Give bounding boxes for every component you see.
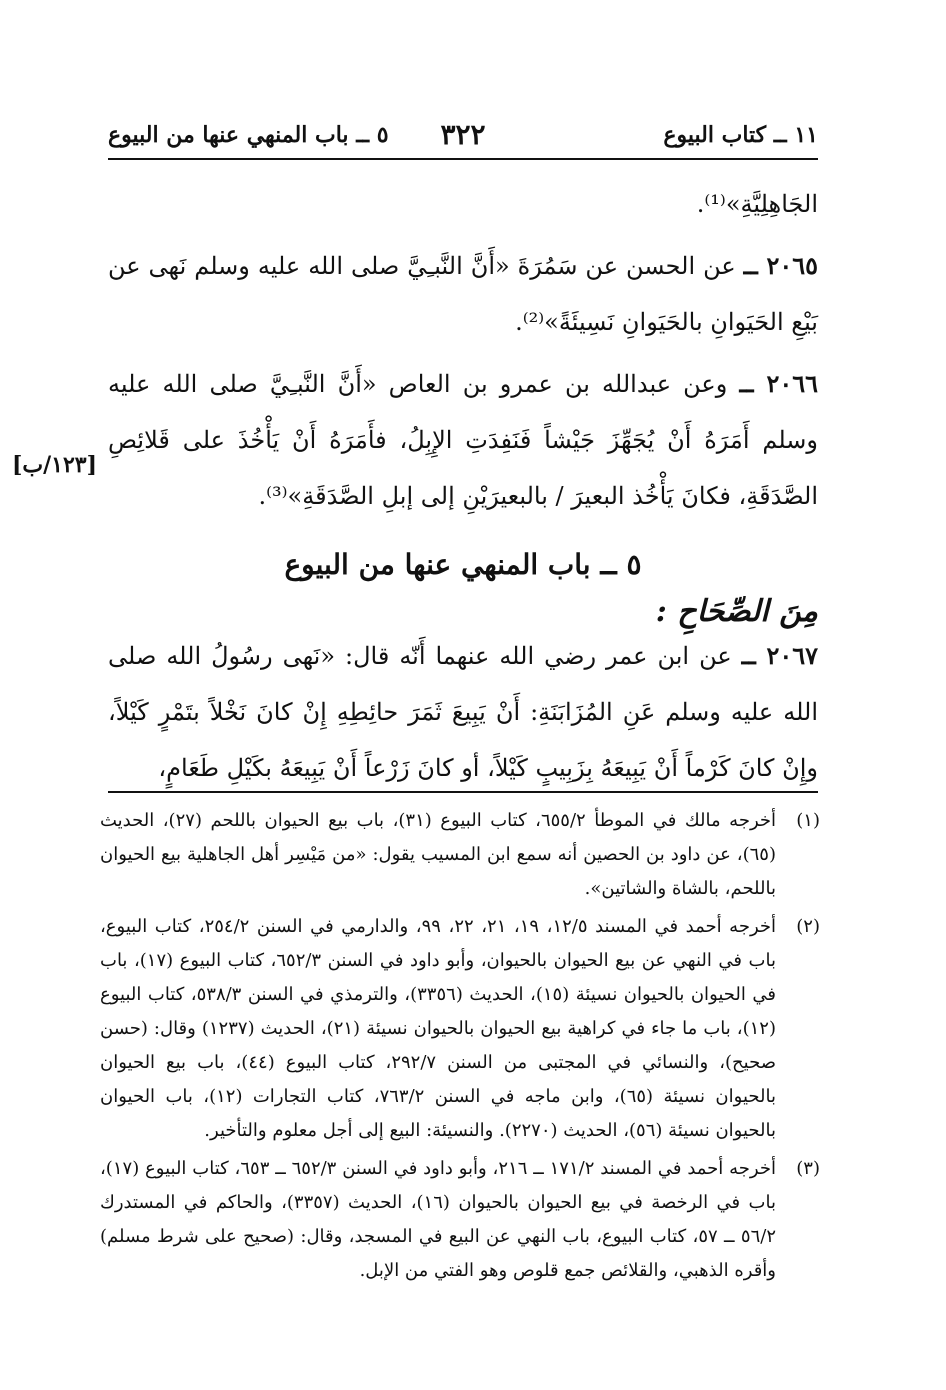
- main-text-block-1: [108, 176, 818, 524]
- manuscript-folio-ref: [١٢٣/ب]: [12, 452, 98, 478]
- footnote: [100, 910, 820, 1148]
- section-title: ٥ ــ باب المنهي عنها من البيوع: [284, 548, 642, 581]
- footnote-number: (٣): [796, 1158, 820, 1179]
- page-number: ٣٢٢: [440, 118, 486, 151]
- header-book-title: ١١ ــ كتاب البيوع: [663, 122, 818, 148]
- paragraph-continuation: الجَاهِلِيَّةِ»⁽¹⁾.: [696, 190, 818, 218]
- hadith-text: عن الحسن عن سَمُرَةَ «أَنَّ النَّبـِيَّ صلى الله عليه وسلم نَهى عن بَيْعِ الحَيَوانِ بالحَيَوانِ نَسِيئَةً»⁽²⁾.: [108, 252, 818, 336]
- footnote-separator: [108, 791, 818, 793]
- hadith-2067: [108, 628, 818, 796]
- footnote: [100, 1152, 820, 1288]
- footnote: [100, 804, 820, 906]
- running-header: [108, 118, 818, 160]
- footnote-text: أخرجه أحمد في المسند ١٧١/٢ ــ ٢١٦، وأبو داود في السنن ٦٥٢/٣ ــ ٦٥٣، كتاب البيوع (١٧)، باب في الرخصة في بيع الحيوان بالحيوان (١٦)، الحديث (٣٣٥٧)، والحاكم في المستدرك ٥٦/٢ ــ ٥٧، كتاب البيوع، باب النهي عن البيع في المسجد، وقال: (صحيح على شرط مسلم) وأقره الذهبي، والقلائص جمع قلوص وهو الفتي من الإبل.: [100, 1158, 776, 1281]
- footnote-number: (١): [796, 810, 820, 831]
- hadith-2065: [108, 238, 818, 350]
- hadith-text: وعن عبدالله بن عمرو بن العاص «أَنَّ النَّبـِيَّ صلى الله عليه وسلم أَمَرَهُ أَنْ يُجَهِّزَ جَيْشاً فَنَفِدَتِ الإِبِلُ، فأَمَرَهُ أَنْ يَأْخُذَ على قَلائِصِ الصَّدَقَةِ، فكانَ يَأْخُذ البعيرَ / بالبعيرَيْنِ إلى إبلِ الصَّدَقَةِ»⁽³⁾.: [108, 370, 818, 510]
- main-text-block-2: [108, 628, 818, 796]
- hadith-2066: [108, 356, 818, 524]
- footnote-number: (٢): [796, 916, 820, 937]
- header-chapter-title: ٥ ــ باب المنهي عنها من البيوع: [108, 122, 389, 148]
- hadith-text: عن ابن عمر رضي الله عنهما أَنّه قال: «نَهى رسُولُ الله صلى الله عليه وسلم عَنِ المُزَابَنَةِ: أَنْ يَبِيعَ ثَمَرَ حائِطِهِ إِنْ كانَ نَخْلاً بتَمْرٍ كَيْلاً، وإِنْ كانَ كَرْماً أَنْ يَبِيعَهُ بِزَبِيبٍ كَيْلاً، أو كانَ زَرْعاً أَنْ يَبِيعَهُ بكَيْلِ طَعَامٍ،: [108, 642, 818, 782]
- hadith-number: ٢٠٦٥ ــ: [743, 251, 818, 280]
- footnotes: [100, 804, 820, 1292]
- hadith-number: ٢٠٦٧ ــ: [741, 641, 819, 670]
- hadith-number: ٢٠٦٦ ــ: [739, 369, 818, 398]
- footnote-text: أخرجه أحمد في المسند ١٢/٥، ١٩، ٢١، ٢٢، ٩٩، والدارمي في السنن ٢٥٤/٢، كتاب البيوع، باب في النهي عن بيع الحيوان بالحيوان، وأبو داود في السنن ٦٥٢/٣، كتاب البيوع (١٧)، باب في الحيوان بالحيوان نسيئة (١٥)، الحديث (٣٣٥٦)، والترمذي في السنن ٥٣٨/٣، كتاب البيوع (١٢)، باب ما جاء في كراهية بيع الحيوان بالحيوان نسيئة (٢١)، الحديث (١٢٣٧) وقال: (حسن صحيح)، والنسائي في المجتبى من السنن ٢٩٢/٧، كتاب البيوع (٤٤)، باب بيع الحيوان بالحيوان نسيئة (٦٥)، وابن ماجه في السنن ٧٦٣/٢، كتاب التجارات (١٢)، باب الحيوان بالحيوان نسيئة (٥٦)، الحديث (٢٢٧٠). والنسيئة: البيع إلى أجل معلوم والتأخير.: [100, 916, 777, 1141]
- subsection-heading: مِنَ الصِّحَاحِ :: [655, 594, 818, 629]
- footnote-text: أخرجه مالك في الموطأ ٦٥٥/٢، كتاب البيوع (٣١)، باب بيع الحيوان باللحم (٢٧)، الحديث (٦٥)، عن داود بن الحصين أنه سمع ابن المسيب يقول: «من مَيْسِر أهل الجاهلية بيع الحيوان باللحم، بالشاة والشاتين».: [100, 810, 776, 899]
